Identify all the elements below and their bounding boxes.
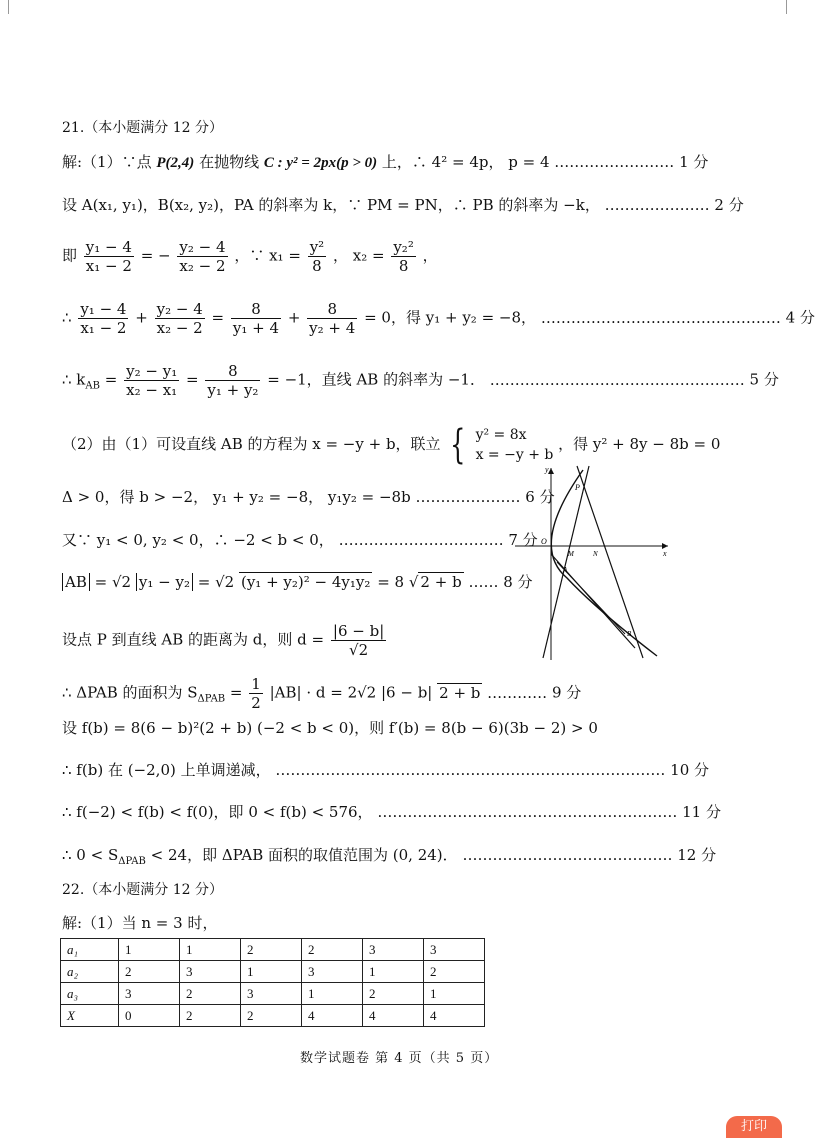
system bbox=[476, 425, 554, 465]
table-cell: 2 bbox=[424, 961, 485, 983]
numerator: 1 bbox=[251, 675, 261, 693]
text: ∴ f(b) 在 (−2,0) 上单调递减， bbox=[62, 761, 271, 779]
denominator: y₂ + 4 bbox=[309, 319, 356, 337]
text: = −1，直线 AB 的斜率为 −1． bbox=[267, 370, 485, 389]
score: 5 分 bbox=[749, 370, 779, 389]
table-cell: 3 bbox=[302, 961, 363, 983]
q21-line-15 bbox=[62, 845, 716, 872]
brace: { bbox=[450, 422, 466, 468]
numerator: y₂ − y₁ bbox=[126, 362, 178, 380]
table-row bbox=[61, 983, 485, 1005]
fraction bbox=[331, 622, 386, 659]
text: ， x₂ = bbox=[332, 246, 385, 265]
text: |AB| · d = 2√2 |6 − b| bbox=[269, 683, 433, 702]
denominator: x₂ − 2 bbox=[179, 257, 226, 275]
q21-heading: 21.（本小题满分 12 分） bbox=[62, 120, 223, 136]
text: 解:（1）∵点 bbox=[62, 153, 152, 171]
numerator: y₁ − 4 bbox=[80, 300, 127, 318]
table-cell: 2 bbox=[180, 983, 241, 1005]
text: ，得 y² + 8y − 8b = 0 bbox=[558, 435, 721, 453]
numerator: y₁ − 4 bbox=[85, 238, 132, 256]
q22-intro: 解:（1）当 n = 3 时， bbox=[62, 914, 218, 932]
table-row bbox=[61, 939, 485, 961]
leader-dots: …………………………………………… bbox=[489, 370, 745, 389]
denominator: y₁ + 4 bbox=[232, 319, 280, 337]
leader-dots: ………………… bbox=[415, 488, 521, 506]
equation: y² = 8x bbox=[475, 427, 527, 443]
table-cell: 4 bbox=[302, 1005, 363, 1027]
subscript: AB bbox=[85, 380, 100, 392]
numerator: |6 − b| bbox=[332, 622, 385, 640]
q21-line-13 bbox=[62, 760, 709, 780]
text: = 0，得 y₁ + y₂ = −8， bbox=[364, 308, 537, 327]
q21-line-6 bbox=[62, 422, 721, 468]
q21-line-10 bbox=[62, 622, 388, 659]
table-row bbox=[61, 961, 485, 983]
table-cell: 1 bbox=[119, 939, 180, 961]
score: 1 分 bbox=[679, 153, 709, 171]
radicand: (y₁ + y₂)² − 4y₁y₂ bbox=[240, 573, 371, 591]
q21-line-9: AB = √2 y₁ − y₂ = √2 (y₁ + y₂)² − 4y₁y₂ = 8 √ 2 + b …… 8 分 bbox=[62, 572, 533, 592]
numerator: y₂² bbox=[393, 238, 414, 256]
parabola-eq: C : y² = 2px(p > 0) bbox=[263, 155, 378, 171]
text: 在抛物线 bbox=[199, 153, 260, 171]
leader-dots: …………………………………………………………………… bbox=[275, 761, 666, 779]
equation: x = −y + b bbox=[475, 447, 554, 463]
page-footer: 数学试题卷 第 4 页（共 5 页） bbox=[300, 1051, 499, 1066]
table-cell: 2 bbox=[180, 1005, 241, 1027]
denominator: √2 bbox=[349, 641, 369, 659]
text: Δ > 0，得 b > −2， y₁ + y₂ = −8， y₁y₂ = −8b bbox=[62, 488, 411, 506]
fraction bbox=[391, 238, 416, 275]
table-cell: 3 bbox=[363, 939, 424, 961]
text: （2）由（1）可设直线 AB 的方程为 x = −y + b，联立 bbox=[62, 435, 441, 453]
leader-dots: …………………………………………………… bbox=[377, 803, 678, 821]
q21-line-12 bbox=[62, 718, 598, 738]
denominator: 8 bbox=[312, 257, 322, 275]
score: 2 分 bbox=[714, 196, 744, 214]
fraction bbox=[84, 238, 134, 275]
text: 又∵ y₁ < 0, y₂ < 0，∴ −2 < b < 0， bbox=[62, 531, 334, 549]
denominator: x₁ − 2 bbox=[85, 257, 132, 275]
numerator: y₂ − 4 bbox=[179, 238, 226, 256]
q21-line-1 bbox=[62, 152, 708, 173]
table-cell: 2 bbox=[241, 939, 302, 961]
label-m: M bbox=[568, 550, 574, 558]
page-edge-line bbox=[8, 0, 9, 14]
fraction bbox=[308, 238, 327, 275]
denominator: x₂ − x₁ bbox=[126, 381, 178, 399]
denominator: x₂ − 2 bbox=[156, 319, 203, 337]
y-axis-arrow-icon bbox=[548, 468, 554, 474]
score: 11 分 bbox=[682, 803, 721, 821]
text: 设 A(x₁, y₁)，B(x₂, y₂)，PA 的斜率为 k，∵ PM = PN，∴ PB 的斜率为 −k， bbox=[62, 196, 600, 214]
q22-heading: 22.（本小题满分 12 分） bbox=[62, 882, 223, 898]
leader-dots: …………………………… bbox=[338, 531, 504, 549]
score: 10 分 bbox=[670, 761, 710, 779]
fraction bbox=[124, 362, 179, 399]
q21-line-3 bbox=[62, 238, 438, 275]
text: ，∵ x₁ = bbox=[234, 246, 301, 265]
leader-dots: …………………………………… bbox=[462, 846, 673, 864]
table-cell: 1 bbox=[424, 983, 485, 1005]
parabola-curve bbox=[551, 470, 657, 656]
fraction bbox=[307, 300, 357, 337]
leader-dots: ………………… bbox=[604, 196, 710, 214]
label-y: y bbox=[545, 465, 549, 474]
text: ， bbox=[422, 246, 438, 265]
denominator: 8 bbox=[398, 257, 409, 275]
label-a: A bbox=[563, 566, 568, 574]
print-button[interactable]: 打印 bbox=[726, 1116, 782, 1138]
text: 设 f(b) = 8(6 − b)²(2 + b) (−2 < b < 0)，则 f′(b) = 8(b − 6)(3b − 2) > 0 bbox=[62, 719, 598, 737]
subscript: ΔPAB bbox=[197, 693, 226, 705]
radicand: 2 + b bbox=[420, 573, 462, 591]
score: 9 分 bbox=[551, 683, 582, 702]
leader-dots: ………………………………………… bbox=[540, 308, 781, 327]
fraction bbox=[155, 300, 205, 337]
q22-table bbox=[60, 938, 485, 1027]
fraction bbox=[205, 362, 260, 399]
q21-line-7 bbox=[62, 487, 555, 507]
text: = √2 bbox=[197, 573, 235, 591]
text: ∴ bbox=[62, 308, 72, 327]
q21-line-11 bbox=[62, 675, 581, 712]
leader-dots: ………… bbox=[487, 683, 548, 702]
table-cell: 3 bbox=[241, 983, 302, 1005]
text: = bbox=[186, 370, 199, 389]
q21-line-14 bbox=[62, 802, 721, 822]
table-cell: 2 bbox=[241, 1005, 302, 1027]
leader-dots: …………………… bbox=[554, 153, 675, 171]
table-cell: 1 bbox=[363, 961, 424, 983]
text: = bbox=[104, 370, 118, 389]
score: 12 分 bbox=[677, 846, 717, 864]
denominator: 2 bbox=[251, 694, 261, 712]
page-edge-line bbox=[786, 0, 787, 14]
score: 8 分 bbox=[503, 573, 533, 591]
subscript: ΔPAB bbox=[118, 856, 146, 867]
table-cell: 2 bbox=[119, 961, 180, 983]
denominator: y₁ + y₂ bbox=[207, 381, 259, 399]
score: 6 分 bbox=[525, 488, 555, 506]
score: 7 分 bbox=[508, 531, 538, 549]
table-row bbox=[61, 1005, 485, 1027]
numerator: 8 bbox=[205, 362, 260, 381]
numerator: y₂ − 4 bbox=[156, 300, 203, 318]
leader-dots: …… bbox=[468, 573, 499, 591]
table-cell: 2 bbox=[363, 983, 424, 1005]
q21-line-8 bbox=[62, 530, 538, 550]
table-cell: 1 bbox=[302, 983, 363, 1005]
text: ∴ 0 < S bbox=[62, 846, 119, 864]
text: = 8 bbox=[377, 573, 405, 591]
fraction bbox=[78, 300, 128, 337]
text: ∴ ΔPAB 的面积为 S bbox=[62, 683, 198, 702]
q21-line-4 bbox=[62, 300, 815, 337]
label-b: B bbox=[627, 630, 632, 638]
table-cell: a₂ bbox=[61, 961, 119, 983]
table-cell: 3 bbox=[119, 983, 180, 1005]
text: < 24，即 ΔPAB 面积的取值范围为 (0, 24)． bbox=[150, 846, 458, 864]
table-cell: 4 bbox=[363, 1005, 424, 1027]
q21-line-2 bbox=[62, 195, 744, 215]
line-pa bbox=[543, 466, 589, 658]
table-cell: 2 bbox=[302, 939, 363, 961]
numerator: 8 bbox=[307, 300, 357, 319]
table-cell: X bbox=[61, 1005, 119, 1027]
table-cell: 0 bbox=[119, 1005, 180, 1027]
label-p: P bbox=[575, 483, 580, 492]
numerator: 8 bbox=[231, 300, 281, 319]
text: 设点 P 到直线 AB 的距离为 d，则 d = bbox=[62, 630, 325, 649]
fraction bbox=[231, 300, 281, 337]
parabola-figure bbox=[505, 462, 675, 662]
text: = bbox=[211, 308, 225, 327]
denominator: x₁ − 2 bbox=[80, 319, 127, 337]
table-cell: 4 bbox=[424, 1005, 485, 1027]
text: = bbox=[229, 683, 243, 702]
label-o: O bbox=[541, 537, 547, 546]
text: ∴ k bbox=[62, 370, 86, 389]
q21-line-5 bbox=[62, 362, 779, 399]
fraction bbox=[249, 675, 263, 712]
text: + bbox=[287, 308, 301, 327]
line-pb bbox=[577, 466, 643, 658]
text: = √2 bbox=[94, 573, 132, 591]
text: + bbox=[135, 308, 148, 327]
text: 即 bbox=[62, 246, 78, 265]
table-cell: 1 bbox=[180, 939, 241, 961]
numerator: y² bbox=[309, 238, 325, 256]
label-n: N bbox=[593, 550, 598, 558]
table-cell: 3 bbox=[180, 961, 241, 983]
table-cell: 1 bbox=[241, 961, 302, 983]
fraction bbox=[177, 238, 227, 275]
label-x: x bbox=[663, 549, 667, 558]
table-cell: a₃ bbox=[61, 983, 119, 1005]
radicand: 2 + b bbox=[439, 683, 481, 702]
abs-value: y₁ − y₂ bbox=[136, 573, 193, 591]
text: = − bbox=[140, 246, 171, 265]
point-p: P(2,4) bbox=[156, 155, 195, 171]
table-cell: a₁ bbox=[61, 939, 119, 961]
text: ∴ f(−2) < f(b) < f(0)，即 0 < f(b) < 576， bbox=[62, 803, 373, 821]
table-cell: 3 bbox=[424, 939, 485, 961]
text: 上，∴ 4² = 4p， p = 4 bbox=[381, 153, 550, 171]
abs-value: AB bbox=[62, 573, 90, 591]
score: 4 分 bbox=[785, 308, 815, 327]
